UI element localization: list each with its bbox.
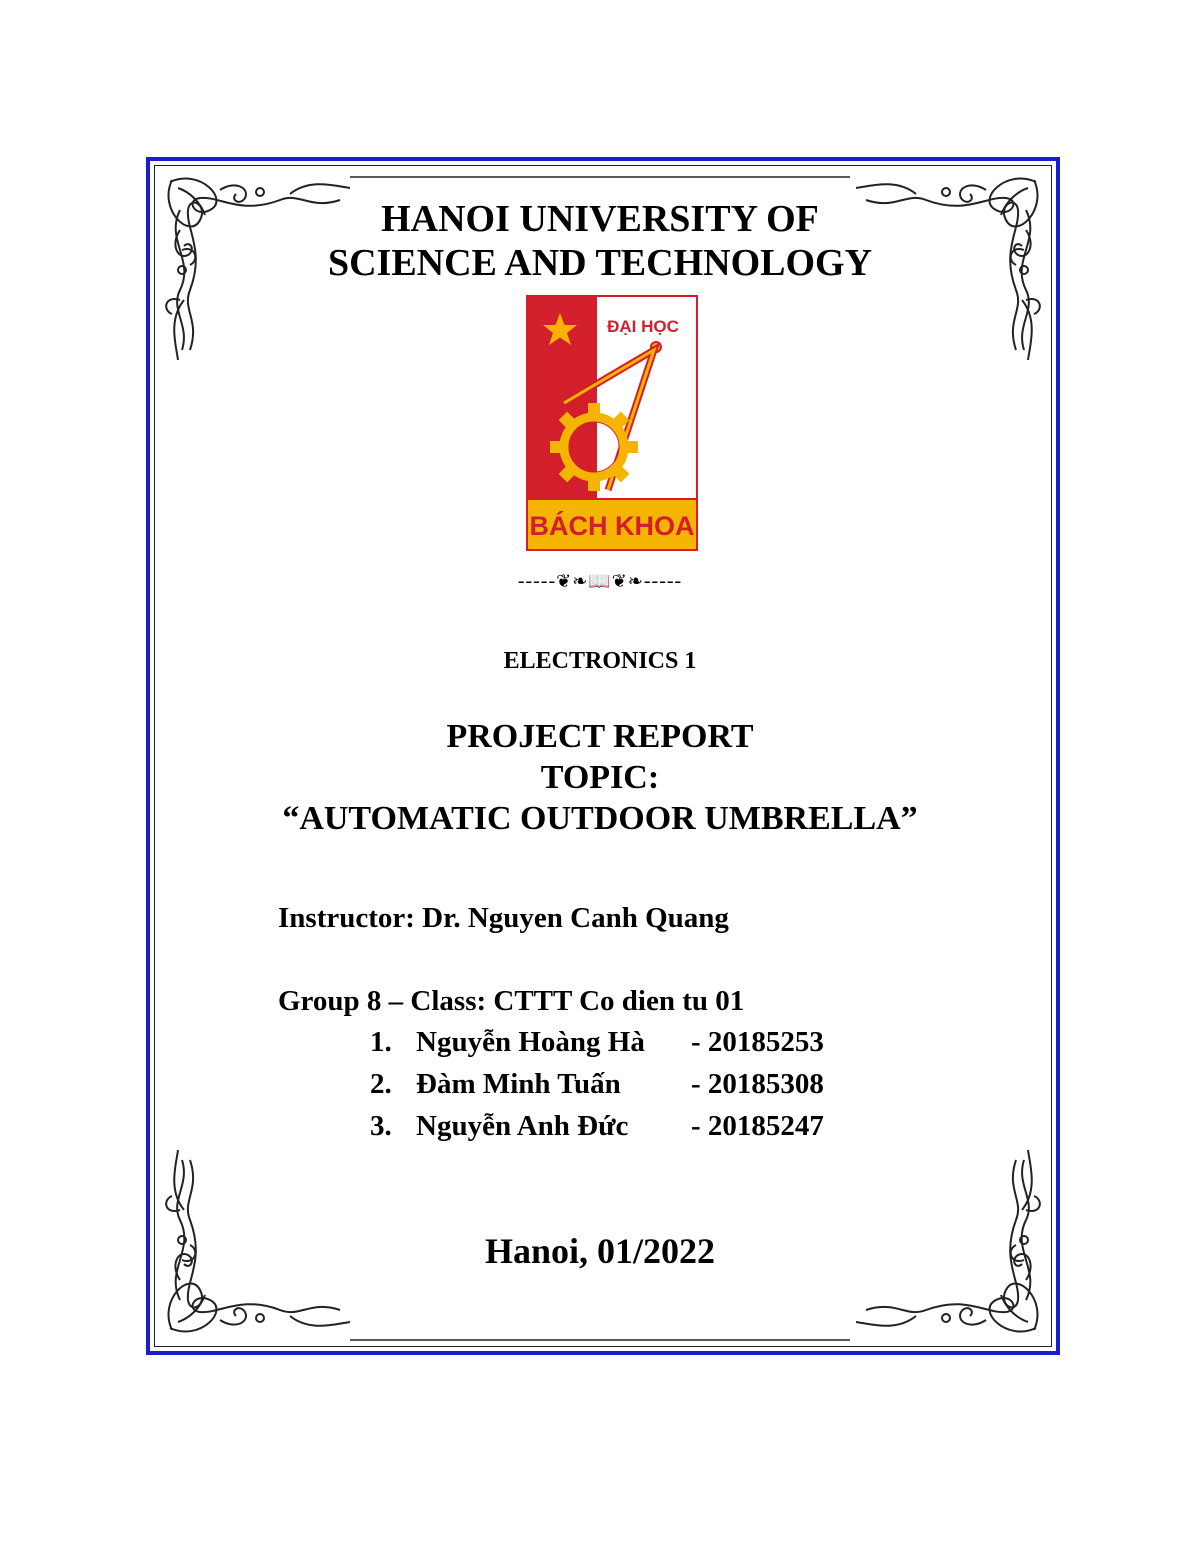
divider-right: ----- [643,570,683,592]
report-line1: PROJECT REPORT [446,718,754,755]
report-title [0,716,1200,839]
member-number: 3. [370,1110,392,1142]
member-id: - 20185247 [691,1110,824,1142]
member-row [370,1068,824,1101]
member-id: - 20185253 [691,1026,824,1058]
report-date: Hanoi, 01/2022 [484,1231,716,1271]
member-name: Nguyễn Hoàng Hà [416,1026,645,1058]
book-ornament-icon: ❦❧📖❦❧ [556,571,644,592]
member-name: Đàm Minh Tuấn [416,1068,621,1100]
course-title: ELECTRONICS 1 [503,648,697,674]
member-row [370,1110,824,1143]
logo-bottom-text: BÁCH KHOA [529,511,695,541]
instructor-label: Instructor [278,902,406,934]
group-heading: Group 8 – Class: CTTT Co dien tu 01 [278,985,745,1017]
member-number: 1. [370,1026,392,1058]
university-name-line2: SCIENCE AND TECHNOLOGY [327,242,873,284]
member-number: 2. [370,1068,392,1100]
member-row [370,1026,824,1059]
university-logo [526,295,698,551]
report-line2: TOPIC: [540,759,660,796]
report-topic: “AUTOMATIC OUTDOOR UMBRELLA” [282,800,918,837]
ornament-divider [0,570,1200,593]
member-id: - 20185308 [691,1068,824,1100]
instructor-line [278,902,729,935]
instructor-name: : Dr. Nguyen Canh Quang [405,902,729,934]
logo-top-text: ĐẠI HỌC [607,317,679,336]
university-name-line1: HANOI UNIVERSITY OF [381,198,819,240]
member-name: Nguyễn Anh Đức [416,1110,629,1142]
divider-left: ----- [517,570,557,592]
